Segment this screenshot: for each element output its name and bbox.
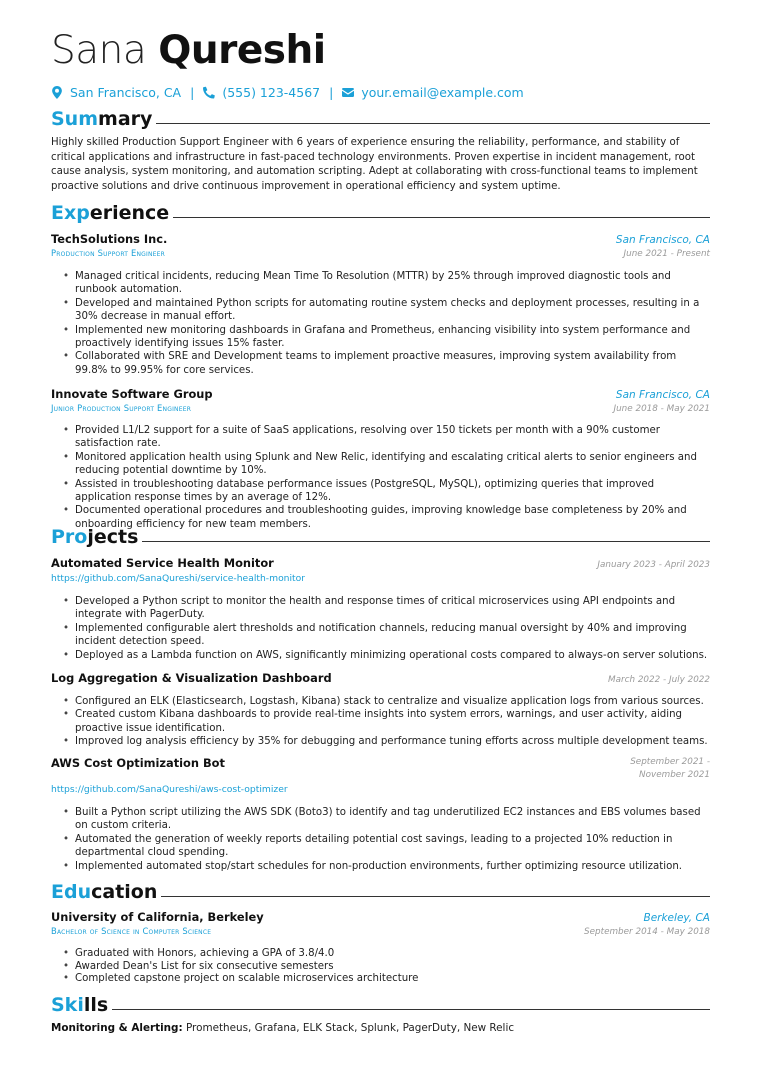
project-bullets bbox=[62, 695, 710, 749]
list-item: • Collaborated with SRE and Development teams to implement proactive measures, improving system availability from 99.8% to 99.95% for core services. bbox=[62, 350, 710, 377]
project-title: Automated Service Health Monitor bbox=[51, 556, 274, 570]
project-dates: January 2023 - April 2023 bbox=[597, 560, 710, 570]
project-entry bbox=[51, 556, 710, 584]
project-entry bbox=[51, 756, 710, 795]
contact-separator: | bbox=[329, 85, 334, 100]
divider bbox=[142, 541, 710, 543]
company-name: Innovate Software Group bbox=[51, 387, 213, 401]
email-link[interactable]: your.email@example.com bbox=[361, 85, 524, 100]
project-dates: March 2022 - July 2022 bbox=[608, 675, 710, 685]
job-dates: June 2021 - Present bbox=[623, 249, 710, 259]
list-item: • Implemented automated stop/start schedules for non-production environments, further optimizing resource utilization. bbox=[62, 860, 710, 873]
project-bullets bbox=[62, 595, 710, 662]
list-item: • Improved log analysis efficiency by 35% for debugging and performance tuning efforts across multiple development teams. bbox=[62, 735, 710, 748]
list-item: • Provided L1/L2 support for a suite of SaaS applications, resolving over 150 tickets per month with a 90% customer satisfaction rate. bbox=[62, 424, 710, 451]
last-name: Qureshi bbox=[158, 28, 326, 73]
experience-bullets bbox=[62, 424, 710, 531]
project-title: AWS Cost Optimization Bot bbox=[51, 756, 225, 770]
list-item: • Implemented new monitoring dashboards in Grafana and Prometheus, enhancing visibility into system performance and proactively identifying issues 15% faster. bbox=[62, 324, 710, 351]
job-role: Production Support Engineer bbox=[51, 248, 166, 258]
degree: Bachelor of Science in Computer Science bbox=[51, 926, 212, 936]
project-link[interactable]: https://github.com/SanaQureshi/aws-cost-optimizer bbox=[51, 784, 288, 795]
divider bbox=[112, 1009, 710, 1011]
list-item: • Monitored application health using Splunk and New Relic, identifying and escalating critical alerts to senior engineers and reducing potential downtime by 10%. bbox=[62, 451, 710, 478]
contact-line bbox=[51, 85, 524, 100]
list-item: • Awarded Dean's List for six consecutive semesters bbox=[62, 961, 710, 974]
divider bbox=[156, 123, 710, 125]
list-item: • Built a Python script utilizing the AWS SDK (Boto3) to identify and tag underutilized EC2 instances and EBS volumes based on custom criteria. bbox=[62, 806, 710, 833]
divider bbox=[173, 217, 710, 219]
summary-text: Highly skilled Production Support Engineer with 6 years of experience ensuring the reliability, performance, and stability of critical applications and infrastructure in fast-paced technology environments. Proven expertise in incident management, root cause analysis, system monitoring, and automation scripting. Adept at collaborating with cross-functional teams to implement proactive solutions and drive continuous improvement in operational efficiency and system uptime. bbox=[51, 137, 698, 192]
list-item: • Created custom Kibana dashboards to provide real-time insights into system errors, warnings, and user activity, aiding proactive issue identification. bbox=[62, 708, 710, 735]
project-link[interactable]: https://github.com/SanaQureshi/service-health-monitor bbox=[51, 573, 306, 584]
experience-entry bbox=[51, 387, 710, 414]
contact-separator: | bbox=[190, 85, 195, 100]
project-entry bbox=[51, 671, 710, 685]
skills-list: Prometheus, Grafana, ELK Stack, Splunk, PagerDuty, New Relic bbox=[182, 1022, 515, 1034]
list-item: • Developed and maintained Python scripts for automating routine system checks and deployment processes, resulting in a 30% decrease in manual effort. bbox=[62, 297, 710, 324]
phone-text: (555) 123-4567 bbox=[222, 85, 321, 100]
school-location: Berkeley, CA bbox=[643, 912, 710, 924]
project-dates: September 2021 - November 2021 bbox=[630, 757, 710, 780]
experience-entry bbox=[51, 232, 710, 259]
section-heading-skills: Skills bbox=[51, 994, 710, 1016]
skills-line bbox=[51, 1022, 514, 1034]
candidate-name bbox=[51, 28, 326, 74]
list-item: • Automated the generation of weekly reports detailing potential cost savings, leading to a projected 10% reduction in departmental cloud spending. bbox=[62, 833, 710, 860]
section-heading-summary: Summary bbox=[51, 108, 710, 130]
section-heading-projects: Projects bbox=[51, 526, 710, 548]
envelope-icon bbox=[342, 86, 354, 99]
experience-bullets bbox=[62, 270, 710, 377]
list-item: • Assisted in troubleshooting database performance issues (PostgreSQL, MySQL), optimizing queries that improved application response times by an average of 12%. bbox=[62, 478, 710, 505]
skills-category: Monitoring & Alerting: bbox=[51, 1022, 183, 1034]
list-item: • Graduated with Honors, achieving a GPA of 3.8/4.0 bbox=[62, 948, 710, 961]
job-location: San Francisco, CA bbox=[615, 389, 710, 401]
section-heading-experience: Experience bbox=[51, 202, 710, 224]
location-text: San Francisco, CA bbox=[70, 85, 182, 100]
company-name: TechSolutions Inc. bbox=[51, 232, 168, 246]
project-title: Log Aggregation & Visualization Dashboard bbox=[51, 671, 332, 685]
first-name: Sana bbox=[51, 28, 147, 73]
section-heading-education: Education bbox=[51, 881, 710, 903]
education-bullets bbox=[62, 948, 710, 986]
list-item: • Configured an ELK (Elasticsearch, Logstash, Kibana) stack to centralize and visualize application logs from various sources. bbox=[62, 695, 710, 708]
list-item: • Completed capstone project on scalable microservices architecture bbox=[62, 973, 710, 986]
job-dates: June 2018 - May 2021 bbox=[613, 404, 710, 414]
school-name: University of California, Berkeley bbox=[51, 910, 264, 924]
list-item: • Documented operational procedures and troubleshooting guides, improving knowledge base completeness by 20% and onboarding efficiency for new team members. bbox=[62, 504, 710, 531]
project-bullets bbox=[62, 806, 710, 873]
job-role: Junior Production Support Engineer bbox=[51, 403, 192, 413]
job-location: San Francisco, CA bbox=[615, 234, 710, 246]
list-item: • Deployed as a Lambda function on AWS, significantly minimizing operational costs compared to always-on server solutions. bbox=[62, 649, 710, 662]
list-item: • Developed a Python script to monitor the health and response times of critical microservices using API endpoints and integrate with PagerDuty. bbox=[62, 595, 710, 622]
phone-icon bbox=[203, 86, 215, 99]
education-entry bbox=[51, 910, 710, 937]
map-marker-icon bbox=[51, 86, 63, 99]
list-item: • Implemented configurable alert thresholds and notification channels, reducing manual oversight by 40% and improving incident detection speed. bbox=[62, 622, 710, 649]
divider bbox=[161, 896, 710, 898]
education-dates: September 2014 - May 2018 bbox=[584, 927, 710, 937]
list-item: • Managed critical incidents, reducing Mean Time To Resolution (MTTR) by 25% through improved diagnostic tools and runbook automation. bbox=[62, 270, 710, 297]
